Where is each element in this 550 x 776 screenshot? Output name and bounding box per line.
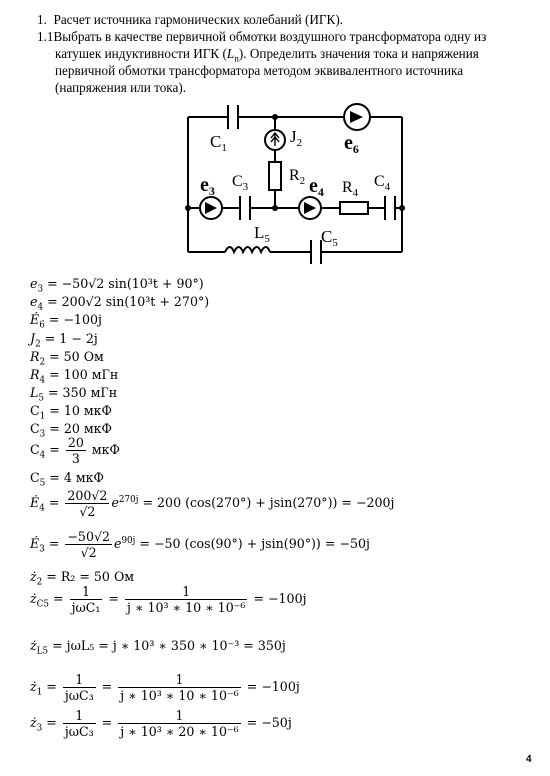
label-l5: $L_5$ bbox=[254, 223, 270, 245]
param-E6: $Ė_6 = -100j$ bbox=[30, 312, 102, 331]
param-C3: $C_3 = 20$ мкФ bbox=[30, 421, 112, 440]
param-R4: $R_4 = 100$ мГн bbox=[30, 367, 119, 386]
calc-z2: $ż_2 = R_2 = 50$ Ом bbox=[30, 569, 135, 588]
label-c5: $C_5$ bbox=[321, 227, 338, 249]
label-r2: $R_2$ bbox=[289, 167, 306, 187]
label-j2: $J_2$ bbox=[290, 127, 303, 149]
label-e6: $e_6$ bbox=[344, 132, 359, 156]
task-number: 1. bbox=[37, 12, 47, 27]
label-c4: $C_4$ bbox=[374, 173, 391, 193]
param-C5: $C_5 = 4$ мкФ bbox=[30, 470, 104, 489]
subtask-line-1: 1.1Выбрать в качестве первичной обмотки воздушного трансформатора одну из bbox=[37, 29, 487, 44]
param-L5: $L_5 = 350$ мГн bbox=[30, 385, 118, 404]
label-c1: $C_1$ bbox=[210, 132, 227, 154]
calc-zC5: $ż_{C5}$ = $\frac{1}{\text{jωC₁}}$ = $\frac{1}{\text{j ∗ 10³ ∗ 10 ∗ 10⁻⁶}}$ = −100j bbox=[30, 584, 307, 615]
calc-z1: $ż_1$ = $\frac{1}{\text{jωC₃}}$ = $\frac{1}{\text{j ∗ 10³ ∗ 10 ∗ 10⁻⁶}}$ = −100j bbox=[30, 672, 300, 703]
task-title: Расчет источника гармонических колебаний (ИГК). bbox=[53, 12, 344, 27]
page-number: 4 bbox=[526, 754, 532, 765]
subtask-line-3: первичной обмотки трансформатора методом эквивалентного источника bbox=[55, 63, 464, 78]
calc-E3: $Ė_3$ = $\frac{-50√2}{√2}$ $e^{90j} = -50$ (cos(90°) + jsin(90°)) = −50j bbox=[30, 529, 370, 560]
calc-zL5: $ż_{L5} = j\omega L_5 = j$ ∗ 10³ ∗ 350 ∗ 10⁻³ = 350j bbox=[30, 638, 286, 657]
calc-z3: $ż_3$ = $\frac{1}{\text{jωC₃}}$ = $\frac{1}{\text{j ∗ 10³ ∗ 20 ∗ 10⁻⁶}}$ = −50j bbox=[30, 708, 292, 739]
subtask-line-4: (напряжения или тока). bbox=[55, 80, 187, 95]
calc-E4: $Ė_4$ = $\frac{200√2}{√2}$ $e^{270j} = 200$ (cos(270°) + jsin(270°)) = −200j bbox=[30, 488, 395, 519]
task-heading bbox=[37, 11, 343, 28]
param-R2: $R_2 = 50$ Ом bbox=[30, 349, 104, 368]
param-e4: $e_4 = 200√2$ sin(10³t + 270°) bbox=[30, 294, 210, 313]
param-C1: $C_1 = 10$ мкФ bbox=[30, 403, 112, 422]
param-e3: $e_3 = -50√2$ sin(10³t + 90°) bbox=[30, 276, 204, 295]
subtask-line-2: катушек индуктивности ИГК $(L_n)$. Определить значения тока и напряжения bbox=[55, 46, 479, 64]
param-J2: $J_2 = 1 - 2j$ bbox=[30, 331, 98, 350]
label-e4: $e_4$ bbox=[309, 175, 324, 199]
label-c3: $C_3$ bbox=[232, 173, 249, 193]
label-e3: $e_3$ bbox=[200, 174, 215, 198]
param-C4: $C_4$ = $\frac{20}{3}$ мкФ bbox=[30, 435, 120, 466]
label-r4: $R_4$ bbox=[342, 179, 359, 199]
subtask-number: 1.1 bbox=[37, 29, 54, 44]
circuit-diagram bbox=[180, 100, 410, 270]
